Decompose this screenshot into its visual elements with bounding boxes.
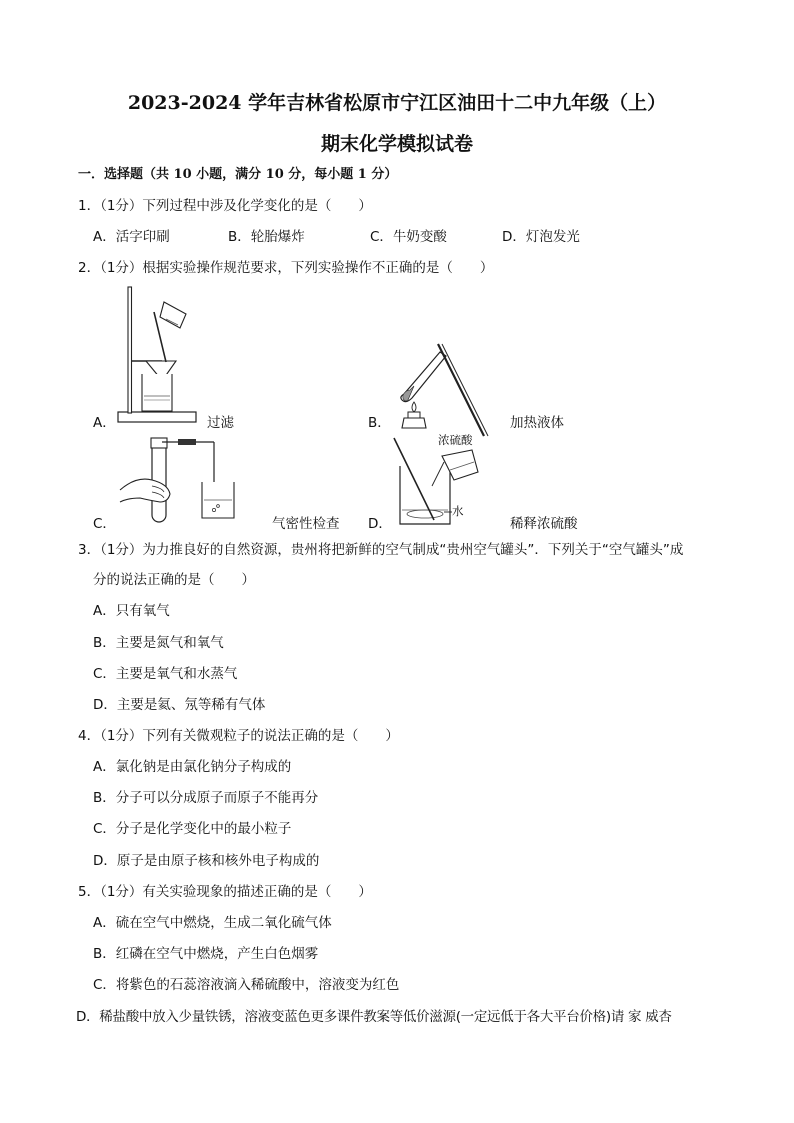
q4-option-b: B．分子可以分成原子而原子不能再分 bbox=[93, 790, 319, 806]
q1-option-c: C．牛奶变酸 bbox=[370, 229, 447, 245]
q3-stem-line2: 分的说法正确的是（ ） bbox=[93, 572, 255, 588]
q5-option-d: D．稀盐酸中放入少量铁锈，溶液变蓝色更多课件教案等低价滋源(一定远低于各大平台价格)请 家 威杏 bbox=[76, 1009, 672, 1025]
exam-title-line1: 2023-2024 学年吉林省松原市宁江区油田十二中九年级（上） bbox=[127, 92, 667, 114]
q3-option-b: B．主要是氮气和氧气 bbox=[93, 635, 224, 651]
q5-option-c: C．将紫色的石蕊溶液滴入稀硫酸中，溶液变为红色 bbox=[93, 977, 400, 993]
q5-option-b: B．红磷在空气中燃烧，产生白色烟雾 bbox=[93, 946, 319, 962]
q1-option-d: D．灯泡发光 bbox=[502, 229, 580, 245]
q2-option-b-caption: 加热液体 bbox=[510, 415, 564, 431]
q2-option-d-letter: D． bbox=[368, 516, 392, 532]
q2-stem: 2．（1分）根据实验操作规范要求，下列实验操作不正确的是（ ） bbox=[78, 260, 494, 276]
q3-option-a: A．只有氧气 bbox=[93, 603, 170, 619]
airtightness-check-figure bbox=[118, 436, 250, 530]
q4-option-a: A．氯化钠是由氯化钠分子构成的 bbox=[93, 759, 292, 775]
q5-stem: 5．（1分）有关实验现象的描述正确的是（ ） bbox=[78, 884, 372, 900]
q3-stem-line1: 3．（1分）为力推良好的自然资源，贵州将把新鲜的空气制成“贵州空气罐头”．下列关于“空气罐头”成 bbox=[78, 542, 684, 558]
q2-option-a-caption: 过滤 bbox=[207, 415, 234, 431]
q1-stem: 1．（1分）下列过程中涉及化学变化的是（ ） bbox=[78, 198, 372, 214]
heating-liquid-figure bbox=[392, 340, 492, 440]
q2-option-d-caption: 稀释浓硫酸 bbox=[510, 516, 578, 532]
q2-option-c-caption: 气密性检查 bbox=[272, 516, 340, 532]
q2-option-d-acid-label: 浓硫酸 bbox=[438, 433, 473, 447]
q3-option-d: D．主要是氦、氖等稀有气体 bbox=[93, 697, 266, 713]
q1-option-a: A．活字印刷 bbox=[93, 229, 170, 245]
q2-option-b-letter: B． bbox=[368, 415, 391, 431]
exam-title-line2: 期末化学模拟试卷 bbox=[320, 133, 473, 155]
section-heading: 一．选择题（共 10 小题，满分 10 分，每小题 1 分） bbox=[78, 167, 398, 182]
q2-option-c-letter: C． bbox=[93, 516, 116, 532]
filtration-apparatus-figure bbox=[114, 284, 202, 428]
q1-option-b: B．轮胎爆炸 bbox=[228, 229, 305, 245]
q4-stem: 4．（1分）下列有关微观粒子的说法正确的是（ ） bbox=[78, 728, 399, 744]
q4-option-c: C．分子是化学变化中的最小粒子 bbox=[93, 821, 292, 837]
q3-option-c: C．主要是氧气和水蒸气 bbox=[93, 666, 238, 682]
q4-option-d: D．原子是由原子核和核外电子构成的 bbox=[93, 853, 320, 869]
q2-option-a-letter: A． bbox=[93, 415, 116, 431]
q5-option-a: A．硫在空气中燃烧，生成二氧化硫气体 bbox=[93, 915, 332, 931]
q2-option-d-water-label: 水 bbox=[452, 504, 464, 518]
